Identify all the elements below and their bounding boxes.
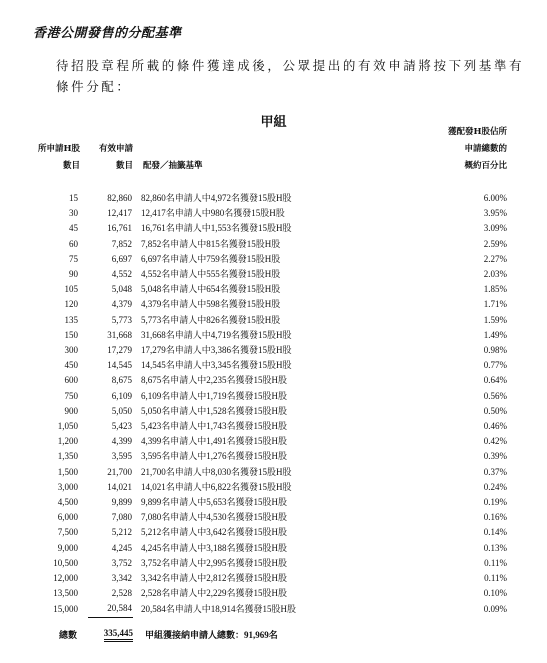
table-row [30,525,507,540]
valid-applications-cell [78,586,133,601]
table-row [30,206,507,221]
table-row [30,571,507,586]
basis-cell: 3,595名申請人中1,276名獲發15股H股 [141,451,288,462]
percentage-cell: 3.95% [483,208,507,219]
table-row [30,556,507,571]
spacer-cell [133,449,141,464]
shares-applied-cell: 15 [69,193,78,203]
basis-cell: 8,675名申請人中2,235名獲發15股H股 [141,375,288,386]
valid-applications-cell [78,343,133,358]
spacer-cell [133,267,141,282]
basis-cell: 14,021名申請人中6,822名獲發15股H股 [141,481,292,492]
basis-cell: 7,852名申請人中815名獲發15股H股 [141,238,281,249]
valid-applications-value: 5,048 [111,284,132,295]
spacer-cell [133,525,141,540]
spacer-cell [133,480,141,495]
table-row [30,191,507,206]
table-row [30,389,507,404]
table-row [30,252,507,267]
percentage-cell: 0.39% [483,451,507,462]
table-row [30,404,507,419]
shares-applied-cell: 4,500 [57,497,78,508]
percentage-cell: 0.56% [483,390,507,401]
table-row [30,328,507,343]
table-row [30,449,507,464]
valid-applications-value: 4,552 [111,269,132,280]
valid-applications-cell [78,525,133,540]
percentage-cell: 2.27% [483,253,507,264]
total-value-text: 335,445 [104,628,133,642]
valid-applications-cell [78,389,133,404]
shares-applied-cell: 45 [69,223,78,234]
spacer-cell [133,328,141,343]
basis-cell: 12,417名申請人中980名獲發15股H股 [141,208,285,219]
valid-applications-cell [78,556,133,571]
group-title: 甲組 [260,115,287,130]
valid-applications-cell [78,191,133,206]
spacer-cell [133,510,141,525]
basis-cell: 14,545名申請人中3,345名獲發15股H股 [141,360,292,371]
header-percentage-line: 申請總數的 [464,144,507,154]
percentage-cell: 0.24% [483,481,507,492]
valid-applications-cell [78,328,133,343]
valid-applications-value: 3,752 [111,557,132,568]
table-row [30,358,507,373]
valid-applications-value: 7,852 [111,238,132,249]
header-valid-applications-line: 數目 [115,161,133,171]
total-note: 甲組獲接納申請人總數：91,969名 [145,630,278,640]
spacer-cell [133,571,141,586]
table-row [30,419,507,434]
basis-cell: 4,399名申請人中1,491名獲發15股H股 [141,436,288,447]
shares-applied-cell: 150 [64,329,78,340]
shares-applied-cell: 1,500 [57,466,78,477]
spacer-cell [133,282,141,297]
valid-applications-value: 7,080 [111,512,132,523]
valid-applications-cell [78,267,133,282]
valid-applications-cell [78,495,133,510]
basis-cell: 3,752名申請人中2,995名獲發15股H股 [141,557,288,568]
shares-applied-cell: 12,000 [53,573,78,584]
shares-applied-cell: 3,000 [57,481,78,492]
spacer-cell [133,191,141,206]
valid-applications-cell [78,206,133,221]
intro-paragraph: 待招股章程所載的條件獲達成後，公眾提出的有效申請將按下列基準有條件分配： [56,58,525,94]
percentage-cell: 0.10% [483,588,507,599]
percentage-cell: 2.59% [483,238,507,249]
table-row [30,267,507,282]
table-row [30,480,507,495]
shares-applied-cell: 75 [69,253,78,264]
percentage-cell: 0.42% [483,436,507,447]
spacer-cell [133,586,141,601]
spacer-cell [133,313,141,328]
allocation-table [30,191,507,618]
header-percentage [430,124,507,175]
percentage-cell: 0.09% [483,603,507,614]
basis-cell: 4,552名申請人中555名獲發15股H股 [141,269,281,280]
table-row [30,510,507,525]
table-row [30,221,507,236]
basis-cell: 5,212名申請人中3,642名獲發15股H股 [141,527,288,538]
percentage-cell: 2.03% [483,269,507,280]
valid-applications-value: 5,050 [111,405,132,416]
percentage-cell: 3.09% [483,223,507,234]
valid-applications-value: 31,668 [107,329,132,340]
percentage-cell: 0.13% [483,542,507,553]
valid-applications-value: 4,245 [111,542,132,553]
valid-applications-cell [78,313,133,328]
valid-applications-cell [78,297,133,312]
table-row [30,297,507,312]
percentage-cell: 0.11% [484,573,507,584]
total-value [90,628,133,642]
spacer-cell [133,541,141,556]
spacer-cell [133,343,141,358]
basis-cell: 21,700名申請人中8,030名獲發15股H股 [141,466,292,477]
shares-applied-cell: 90 [69,269,78,280]
percentage-cell: 0.19% [483,497,507,508]
shares-applied-cell: 900 [64,405,78,416]
basis-cell: 6,109名申請人中1,719名獲發15股H股 [141,390,288,401]
basis-cell: 5,048名申請人中654名獲發15股H股 [141,284,281,295]
valid-applications-cell [78,571,133,586]
shares-applied-cell: 300 [64,345,78,356]
valid-applications-value: 21,700 [107,466,132,477]
header-percentage-line: 概約百分比 [464,161,507,171]
spacer-cell [133,404,141,419]
header-shares-applied [32,141,80,175]
table-row [30,237,507,252]
basis-cell: 16,761名申請人中1,553名獲發15股H股 [141,223,292,234]
shares-applied-cell: 30 [69,208,78,219]
spacer-cell [133,252,141,267]
basis-cell: 5,773名申請人中826名獲發15股H股 [141,314,281,325]
shares-applied-cell: 6,000 [57,512,78,523]
table-row [30,434,507,449]
valid-applications-value: 8,675 [111,375,132,386]
percentage-cell: 0.16% [483,512,507,523]
header-valid-applications [92,141,133,175]
valid-applications-cell [78,480,133,495]
section-heading: 香港公開發售的分配基準 [33,26,182,41]
valid-applications-cell [78,358,133,373]
spacer-cell [133,434,141,449]
valid-applications-cell [78,434,133,449]
valid-applications-cell [78,404,133,419]
valid-applications-value: 16,761 [107,223,132,234]
valid-applications-value: 5,773 [111,314,132,325]
spacer-cell [133,601,141,617]
valid-applications-cell [78,465,133,480]
valid-applications-value: 5,423 [111,421,132,432]
basis-cell: 4,379名申請人中598名獲發15股H股 [141,299,281,310]
shares-applied-cell: 750 [64,390,78,401]
basis-cell: 82,860名申請人中4,972名獲發15股H股 [141,193,292,203]
spacer-cell [133,389,141,404]
shares-applied-cell: 10,500 [53,557,78,568]
table-row [30,541,507,556]
valid-applications-cell [78,601,133,617]
valid-applications-value: 4,379 [111,299,132,310]
shares-applied-cell: 15,000 [53,603,78,614]
valid-applications-value: 4,399 [111,436,132,447]
valid-applications-value: 12,417 [107,208,132,219]
basis-cell: 2,528名申請人中2,229名獲發15股H股 [141,588,288,599]
spacer-cell [133,297,141,312]
percentage-cell: 6.00% [483,193,507,203]
valid-applications-cell [78,221,133,236]
basis-cell: 7,080名申請人中4,530名獲發15股H股 [141,512,288,523]
valid-applications-cell [78,237,133,252]
valid-applications-value: 82,860 [107,193,132,203]
allocation-table-body [30,191,507,618]
spacer-cell [133,419,141,434]
table-row [30,586,507,601]
valid-applications-cell [78,449,133,464]
valid-applications-cell [78,541,133,556]
spacer-cell [133,465,141,480]
valid-applications-value: 3,342 [111,573,132,584]
percentage-cell: 0.11% [484,557,507,568]
percentage-cell: 1.71% [483,299,507,310]
header-valid-applications-line: 有效申請 [98,144,133,154]
valid-applications-value: 6,697 [111,253,132,264]
shares-applied-cell: 135 [64,314,78,325]
header-percentage-line: 獲配發H股佔所 [447,127,507,137]
shares-applied-cell: 105 [64,284,78,295]
valid-applications-value: 14,545 [107,360,132,371]
spacer-cell [133,206,141,221]
spacer-cell [133,237,141,252]
spacer-cell [133,373,141,388]
shares-applied-cell: 60 [69,238,78,249]
table-row [30,373,507,388]
shares-applied-cell: 600 [64,375,78,386]
shares-applied-cell: 9,000 [57,542,78,553]
basis-cell: 4,245名申請人中3,188名獲發15股H股 [141,542,288,553]
shares-applied-cell: 450 [64,360,78,371]
shares-applied-cell: 1,200 [57,436,78,447]
shares-applied-cell: 1,050 [57,421,78,432]
valid-applications-value: 17,279 [107,345,132,356]
percentage-cell: 1.59% [483,314,507,325]
spacer-cell [133,358,141,373]
shares-applied-cell: 13,500 [53,588,78,599]
valid-applications-cell [78,419,133,434]
percentage-cell: 0.14% [483,527,507,538]
header-basis: 配發／抽籤基準 [143,161,203,171]
basis-cell: 5,423名申請人中1,743名獲發15股H股 [141,421,288,432]
total-label: 總數 [59,630,78,640]
table-row [30,465,507,480]
basis-cell: 20,584名申請人中18,914名獲發15股H股 [141,603,297,614]
spacer-cell [133,221,141,236]
table-row [30,601,507,617]
spacer-cell [133,495,141,510]
table-row [30,343,507,358]
percentage-cell: 0.64% [483,375,507,386]
basis-cell: 17,279名申請人中3,386名獲發15股H股 [141,345,292,356]
header-shares-applied-line: 所申請H股 [37,144,80,154]
valid-applications-value: 20,584 [88,601,133,617]
valid-applications-value: 3,595 [111,451,132,462]
basis-cell: 9,899名申請人中5,653名獲發15股H股 [141,497,288,508]
percentage-cell: 0.37% [483,466,507,477]
percentage-cell: 0.77% [483,360,507,371]
valid-applications-value: 5,212 [111,527,132,538]
spacer-cell [133,556,141,571]
percentage-cell: 0.98% [483,345,507,356]
table-row [30,313,507,328]
percentage-cell: 1.49% [483,329,507,340]
valid-applications-value: 2,528 [111,588,132,599]
shares-applied-cell: 7,500 [57,527,78,538]
basis-cell: 3,342名申請人中2,812名獲發15股H股 [141,573,288,584]
valid-applications-value: 9,899 [111,497,132,508]
valid-applications-value: 6,109 [111,390,132,401]
table-row [30,495,507,510]
shares-applied-cell: 120 [64,299,78,310]
percentage-cell: 1.85% [483,284,507,295]
valid-applications-value: 14,021 [107,481,132,492]
basis-cell: 31,668名申請人中4,719名獲發15股H股 [141,329,292,340]
shares-applied-cell: 1,350 [57,451,78,462]
valid-applications-cell [78,510,133,525]
percentage-cell: 0.46% [483,421,507,432]
percentage-cell: 0.50% [483,405,507,416]
valid-applications-cell [78,373,133,388]
header-shares-applied-line: 數目 [62,161,80,171]
basis-cell: 6,697名申請人中759名獲發15股H股 [141,253,281,264]
table-row [30,282,507,297]
valid-applications-cell [78,282,133,297]
valid-applications-cell [78,252,133,267]
basis-cell: 5,050名申請人中1,528名獲發15股H股 [141,405,288,416]
